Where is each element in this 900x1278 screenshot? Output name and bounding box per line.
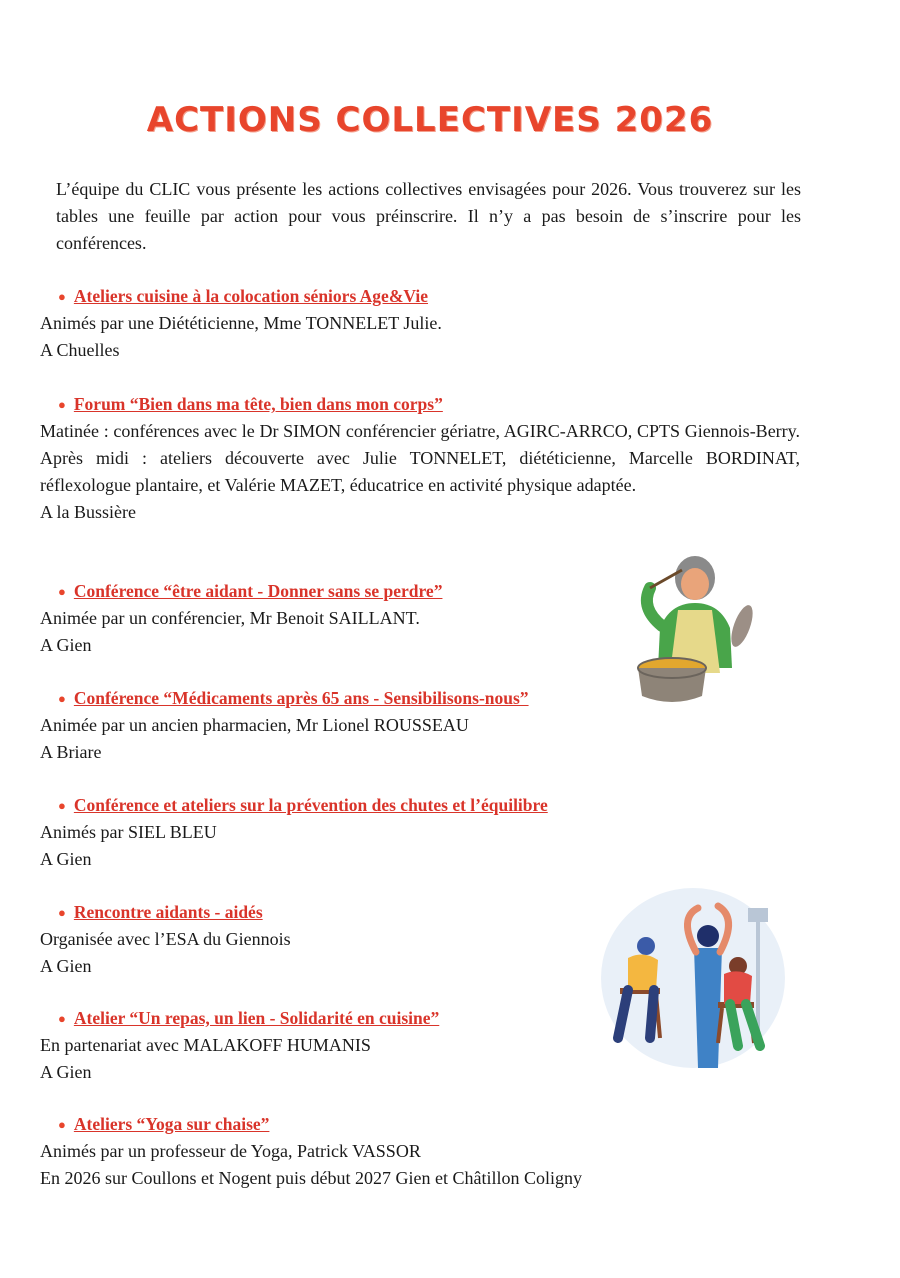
action-place: A Briare bbox=[40, 742, 102, 762]
action-item-5 bbox=[40, 792, 800, 873]
action-item-1 bbox=[40, 283, 800, 364]
action-item-2 bbox=[40, 391, 800, 526]
bullet-icon: ● bbox=[58, 289, 66, 304]
bullet-icon: ● bbox=[58, 905, 66, 920]
action-heading: Atelier “Un repas, un lien - Solidarité en cuisine” bbox=[73, 1008, 440, 1028]
action-heading: Conférence “être aidant - Donner sans se perdre” bbox=[73, 581, 443, 601]
action-heading: Conférence “Médicaments après 65 ans - Sensibilisons-nous” bbox=[73, 688, 529, 708]
action-description: En partenariat avec MALAKOFF HUMANIS bbox=[40, 1035, 371, 1055]
action-description: Animés par une Diététicienne, Mme TONNELET Julie. bbox=[40, 313, 442, 333]
action-heading: Ateliers cuisine à la colocation séniors Age&Vie bbox=[73, 286, 429, 306]
action-item-8 bbox=[40, 1111, 860, 1192]
action-heading: Forum “Bien dans ma tête, bien dans mon corps” bbox=[73, 394, 443, 414]
action-heading: Ateliers “Yoga sur chaise” bbox=[73, 1114, 270, 1134]
chair-exercise-illustration bbox=[598, 878, 788, 1073]
action-place: A Gien bbox=[40, 849, 92, 869]
action-description: Animés par un professeur de Yoga, Patrick VASSOR bbox=[40, 1141, 421, 1161]
action-description: Animés par SIEL BLEU bbox=[40, 822, 217, 842]
bullet-icon: ● bbox=[58, 1117, 66, 1132]
action-heading: Conférence et ateliers sur la prévention des chutes et l’équilibre bbox=[73, 795, 548, 815]
page-title: ACTIONS COLLECTIVES 2026 bbox=[146, 100, 714, 140]
action-description: Animée par un conférencier, Mr Benoit SAILLANT. bbox=[40, 608, 420, 628]
bullet-icon: ● bbox=[58, 397, 66, 412]
action-description: Matinée : conférences avec le Dr SIMON conférencier gériatre, AGIRC-ARRCO, CPTS Giennois-Berry. Après midi : ateliers découverte avec Julie TONNELET, diététicienne, Marcelle BORDINAT, réflexologue plantaire, et Valérie MAZET, éducatrice en activité physique adaptée. bbox=[40, 421, 800, 495]
action-place: A Chuelles bbox=[40, 340, 120, 360]
action-place: A Gien bbox=[40, 635, 92, 655]
action-place: A la Bussière bbox=[40, 502, 136, 522]
bullet-icon: ● bbox=[58, 691, 66, 706]
action-place: En 2026 sur Coullons et Nogent puis début 2027 Gien et Châtillon Coligny bbox=[40, 1168, 582, 1188]
cooking-woman-illustration bbox=[620, 548, 760, 708]
action-place: A Gien bbox=[40, 956, 92, 976]
intro-paragraph: L’équipe du CLIC vous présente les actions collectives envisagées pour 2026. Vous trouverez sur les tables une feuille par action pour vous préinscrire. Il n’y a pas besoin de s’inscrire pour les conférences. bbox=[56, 179, 801, 253]
action-heading: Rencontre aidants - aidés bbox=[73, 902, 263, 922]
action-description: Animée par un ancien pharmacien, Mr Lionel ROUSSEAU bbox=[40, 715, 469, 735]
bullet-icon: ● bbox=[58, 798, 66, 813]
bullet-icon: ● bbox=[58, 1011, 66, 1026]
action-place: A Gien bbox=[40, 1062, 92, 1082]
bullet-icon: ● bbox=[58, 584, 66, 599]
action-description: Organisée avec l’ESA du Giennois bbox=[40, 929, 291, 949]
